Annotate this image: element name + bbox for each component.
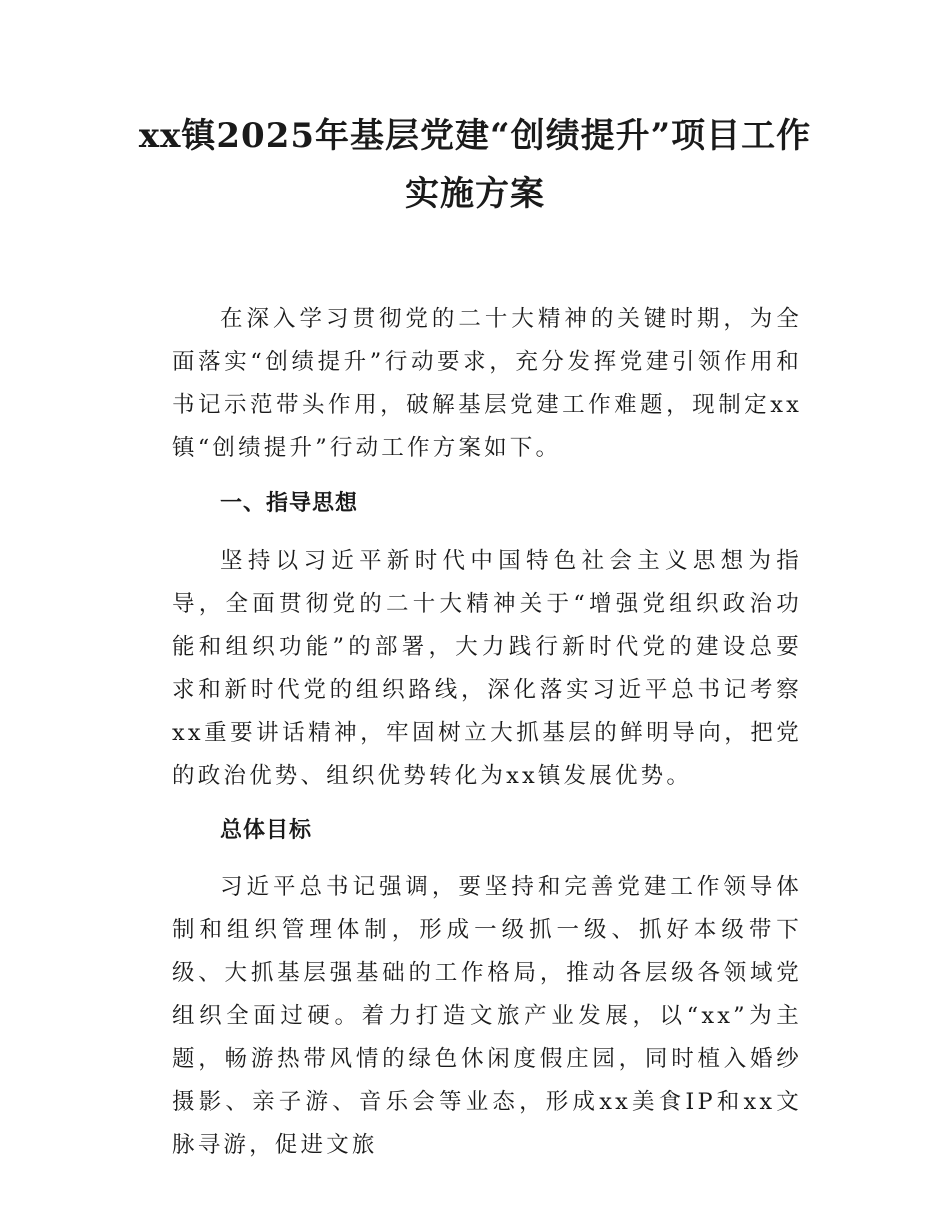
intro-paragraph: 在深入学习贯彻党的二十大精神的关键时期，为全面落实“创绩提升”行动要求，充分发挥党建引领作用和书记示范带头作用，破解基层党建工作难题，现制定xx镇“创绩提升”行动工作方案如下。 — [172, 306, 802, 461]
section-body-overall-goal: 习近平总书记强调，要坚持和完善党建工作领导体制和组织管理体制，形成一级抓一级、抓好本级带下级、大抓基层强基础的工作格局，推动各层级各领域党组织全面过硬。着力打造文旅产业发展，以“xx”为主题，畅游热带风情的绿色休闲度假庄园，同时植入婚纱摄影、亲子游、音乐会等业态，形成xx美食IP和xx文脉寻游，促进文旅 — [172, 874, 802, 1158]
document-title-line2: 实施方案 — [405, 174, 545, 214]
section-heading-overall-goal: 总体目标 — [220, 818, 313, 843]
section-heading-guiding-ideology: 一、指导思想 — [220, 491, 359, 516]
section-body-guiding-ideology: 坚持以习近平新时代中国特色社会主义思想为指导，全面贯彻党的二十大精神关于“增强党组织政治功能和组织功能”的部署，大力践行新时代党的建设总要求和新时代党的组织路线，深化落实习近平总书记考察xx重要讲话精神，牢固树立大抓基层的鲜明导向，把党的政治优势、组织优势转化为xx镇发展优势。 — [172, 548, 802, 789]
document-title-line1: xx镇2025年基层党建“创绩提升”项目工作 — [138, 116, 812, 156]
